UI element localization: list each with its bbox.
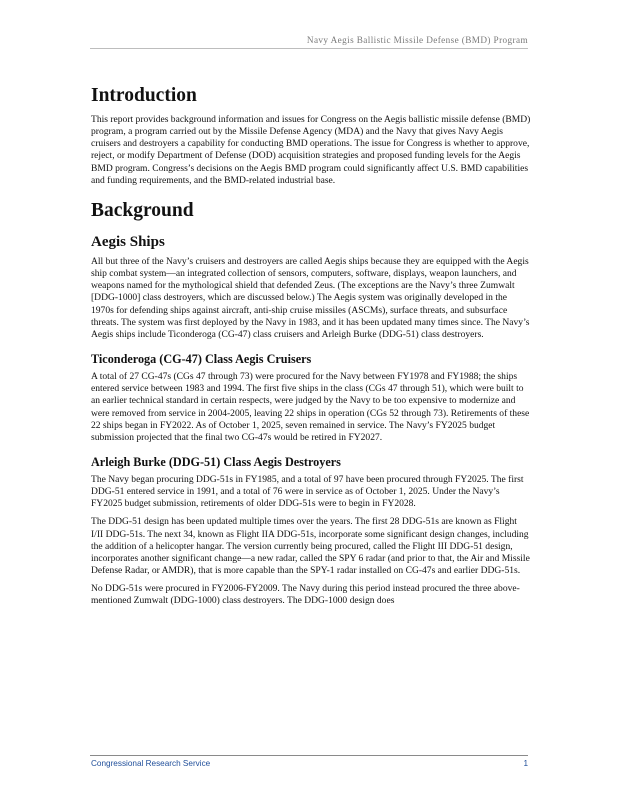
ticonderoga-heading: Ticonderoga (CG-47) Class Aegis Cruisers <box>91 352 312 367</box>
arleigh-burke-paragraph: The Navy began procuring DDG-51s in FY1985, and a total of 97 have been procured through FY2025. The first DDG-51 entered service in 1991, and a total of 76 were in service as of October 1, 2025. Under the Navy’s FY2025 budget submission, retirements of older DDG-51s were to begin in FY2028. <box>91 473 524 510</box>
footer-divider <box>90 755 528 756</box>
ticonderoga-paragraph: A total of 27 CG-47s (CGs 47 through 73) were procured for the Navy between FY1978 and FY1988; the ships entered service between 1983 and 1994. The first five ships in the class (CGs 47 through 51), which were built to an earlier technical standard in certain respects, were judged by the Navy to be too expensive to modernize and were removed from service in 2004-2005, leaving 22 ships in operation (CGs 52 through 73). Retirements of these 22 ships began in FY2022. As of October 1, 2025, seven remained in service. The Navy’s FY2025 budget submission projected that the final two CG-47s would be retired in FY2027. <box>91 371 530 443</box>
introduction-heading: Introduction <box>91 85 197 106</box>
arleigh-burke-paragraph: The DDG-51 design has been updated multiple times over the years. The first 28 DDG-51s are known as Flight I/II DDG-51s. The next 34, known as Flight IIA DDG-51s, incorporate some significant design changes, including the addition of a helicopter hangar. The version currently being procured, called the Flight III DDG-51 design, incorporates another significant change—a new radar, called the SPY 6 radar (and prior to that, the Air and Missile Defense Radar, or AMDR), that is more capable than the SPY-1 radar installed on CG-47s and earlier DDG-51s. <box>91 516 530 577</box>
arleigh-burke-heading: Arleigh Burke (DDG-51) Class Aegis Destroyers <box>91 454 341 469</box>
footer-organization: Congressional Research Service <box>91 759 211 768</box>
arleigh-burke-paragraph: No DDG-51s were procured in FY2006-FY2009. The Navy during this period instead procured the three above-mentioned Zumwalt (DDG-1000) class destroyers. The DDG-1000 design does <box>91 583 520 607</box>
running-header: Navy Aegis Ballistic Missile Defense (BMD) Program <box>306 35 528 45</box>
report-body <box>91 84 531 614</box>
header-divider <box>90 48 528 49</box>
background-heading: Background <box>91 199 194 221</box>
page-number: 1 <box>523 759 528 768</box>
aegis-ships-paragraph: All but three of the Navy’s cruisers and destroyers are called Aegis ships because they are equipped with the Aegis ship combat system—an integrated collection of sensors, computers, software, displays, weapon launchers, and weapons named for the mythological shield that defended Zeus. (The exceptions are the Navy’s three Zumwalt [DDG-1000] class destroyers, which are discussed below.) The Aegis system was originally developed in the 1970s for defending ships against aircraft, anti-ship cruise missiles (ASCMs), surface threats, and subsurface threats. The system was first deployed by the Navy in 1983, and it has been updated many times since. The Navy’s Aegis ships include Ticonderoga (CG-47) class cruisers and Arleigh Burke (DDG-51) class destroyers. <box>91 255 530 340</box>
aegis-ships-heading: Aegis Ships <box>91 233 165 250</box>
introduction-paragraph: This report provides background information and issues for Congress on the Aegis ballistic missile defense (BMD) program, a program carried out by the Missile Defense Agency (MDA) and the Navy that gives Navy Aegis cruisers and destroyers a capability for conducting BMD operations. The issue for Congress is whether to approve, reject, or modify Department of Defense (DOD) acquisition strategies and proposed funding levels for the Aegis BMD program. Congress’s decisions on the Aegis BMD program could significantly affect U.S. BMD capabilities and funding requirements, and the BMD-related industrial base. <box>91 114 531 186</box>
